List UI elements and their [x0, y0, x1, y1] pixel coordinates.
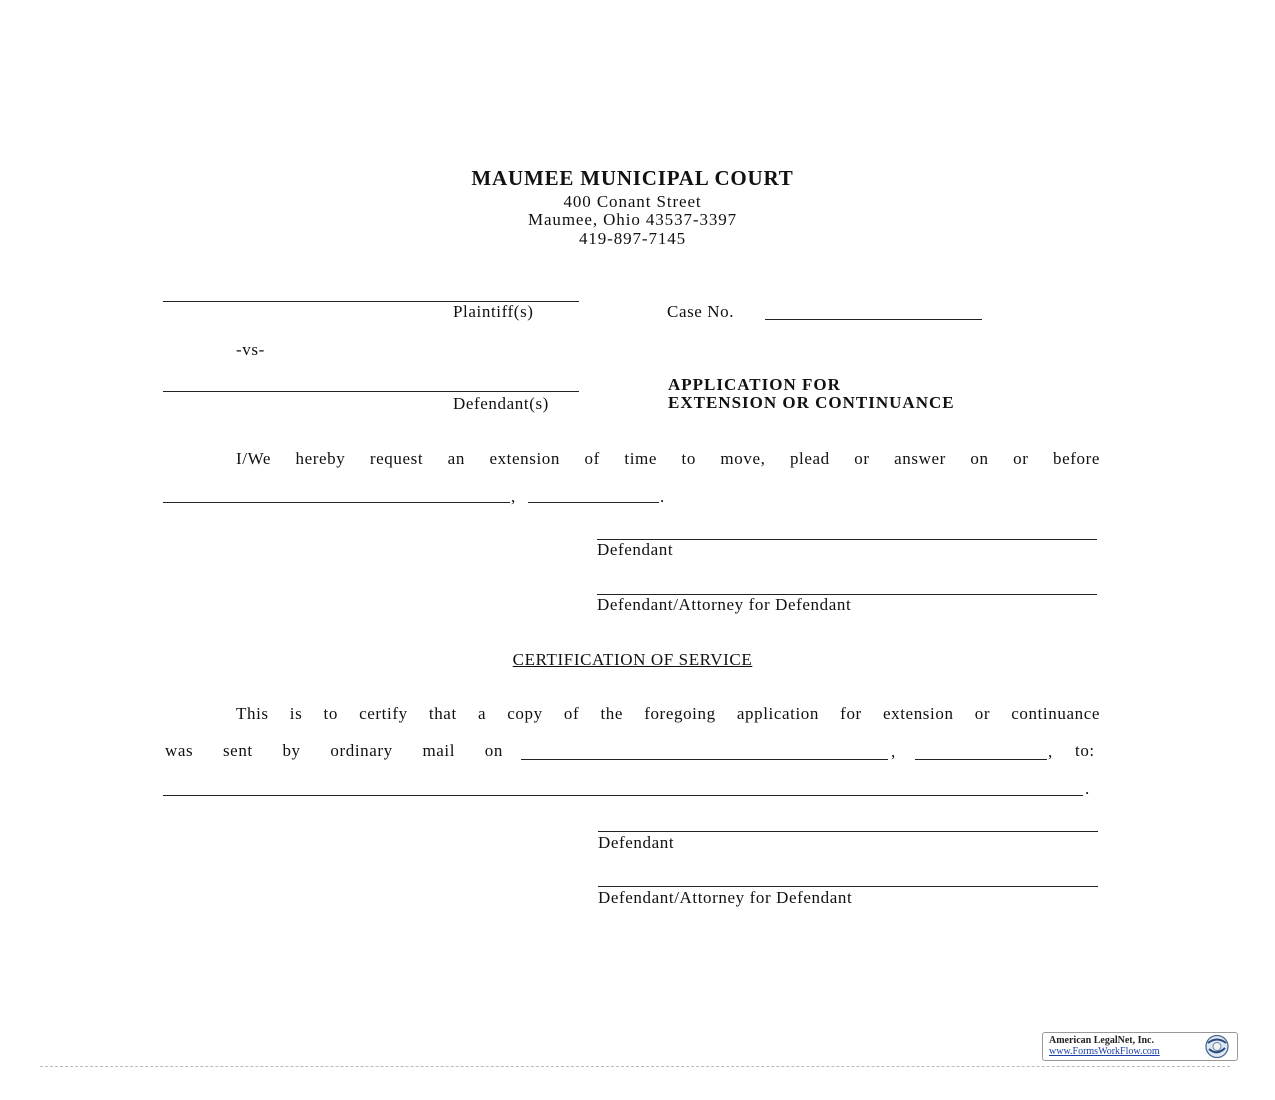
request-period: .	[660, 487, 665, 506]
recipient-line[interactable]	[163, 795, 1083, 796]
court-address-street: 400 Conant Street	[563, 192, 702, 211]
service-defendant-signature-line[interactable]	[598, 831, 1098, 832]
request-text: I/We hereby request an extension of time to move, plead or answer on or before	[236, 449, 1100, 468]
cert-word: mail	[422, 741, 456, 760]
cert-word: by	[282, 741, 301, 760]
certification-heading: CERTIFICATION OF SERVICE	[512, 650, 753, 669]
service-attorney-signature-label: Defendant/Attorney for Defendant	[598, 888, 853, 907]
defendant-signature-label: Defendant	[597, 540, 674, 559]
footer-divider	[40, 1066, 1230, 1067]
plaintiff-label: Plaintiff(s)	[453, 302, 534, 321]
defendant-label: Defendant(s)	[453, 394, 549, 413]
legalnet-logo[interactable]	[1042, 1032, 1238, 1061]
mail-year-comma: ,	[1048, 742, 1053, 761]
certification-text-line2	[165, 741, 503, 761]
to-label: to:	[1075, 741, 1095, 760]
cert-word: sent	[222, 741, 253, 760]
logo-url-link[interactable]: www.FormsWorkFlow.com	[1049, 1046, 1160, 1057]
mail-date-comma: ,	[891, 742, 896, 761]
service-defendant-signature-label: Defendant	[598, 833, 675, 852]
globe-icon	[1200, 1034, 1234, 1059]
court-phone: 419-897-7145	[578, 229, 687, 248]
court-name: MAUMEE MUNICIPAL COURT	[471, 166, 794, 190]
versus-label: -vs-	[236, 340, 265, 359]
case-number-label: Case No.	[667, 302, 735, 321]
form-title-line1: APPLICATION FOR	[668, 375, 841, 394]
recipient-period: .	[1085, 779, 1090, 798]
court-address-city: Maumee, Ohio 43537-3397	[527, 210, 738, 229]
cert-word: on	[484, 741, 503, 760]
logo-company-name: American LegalNet, Inc.	[1049, 1035, 1154, 1046]
case-number-line[interactable]	[765, 319, 982, 320]
certification-text-line1: This is to certify that a copy of the foregoing application for extension or continuance	[236, 704, 1100, 723]
request-year-line[interactable]	[528, 502, 659, 503]
form-title-line2: EXTENSION OR CONTINUANCE	[668, 393, 955, 412]
cert-word: ordinary	[330, 741, 393, 760]
mail-year-line[interactable]	[915, 759, 1047, 760]
request-comma: ,	[511, 487, 516, 506]
attorney-signature-label: Defendant/Attorney for Defendant	[597, 595, 852, 614]
mail-date-line[interactable]	[521, 759, 888, 760]
cert-word: was	[165, 741, 194, 760]
service-attorney-signature-line[interactable]	[598, 886, 1098, 887]
request-date-line[interactable]	[163, 502, 510, 503]
defendant-name-line[interactable]	[163, 391, 579, 392]
